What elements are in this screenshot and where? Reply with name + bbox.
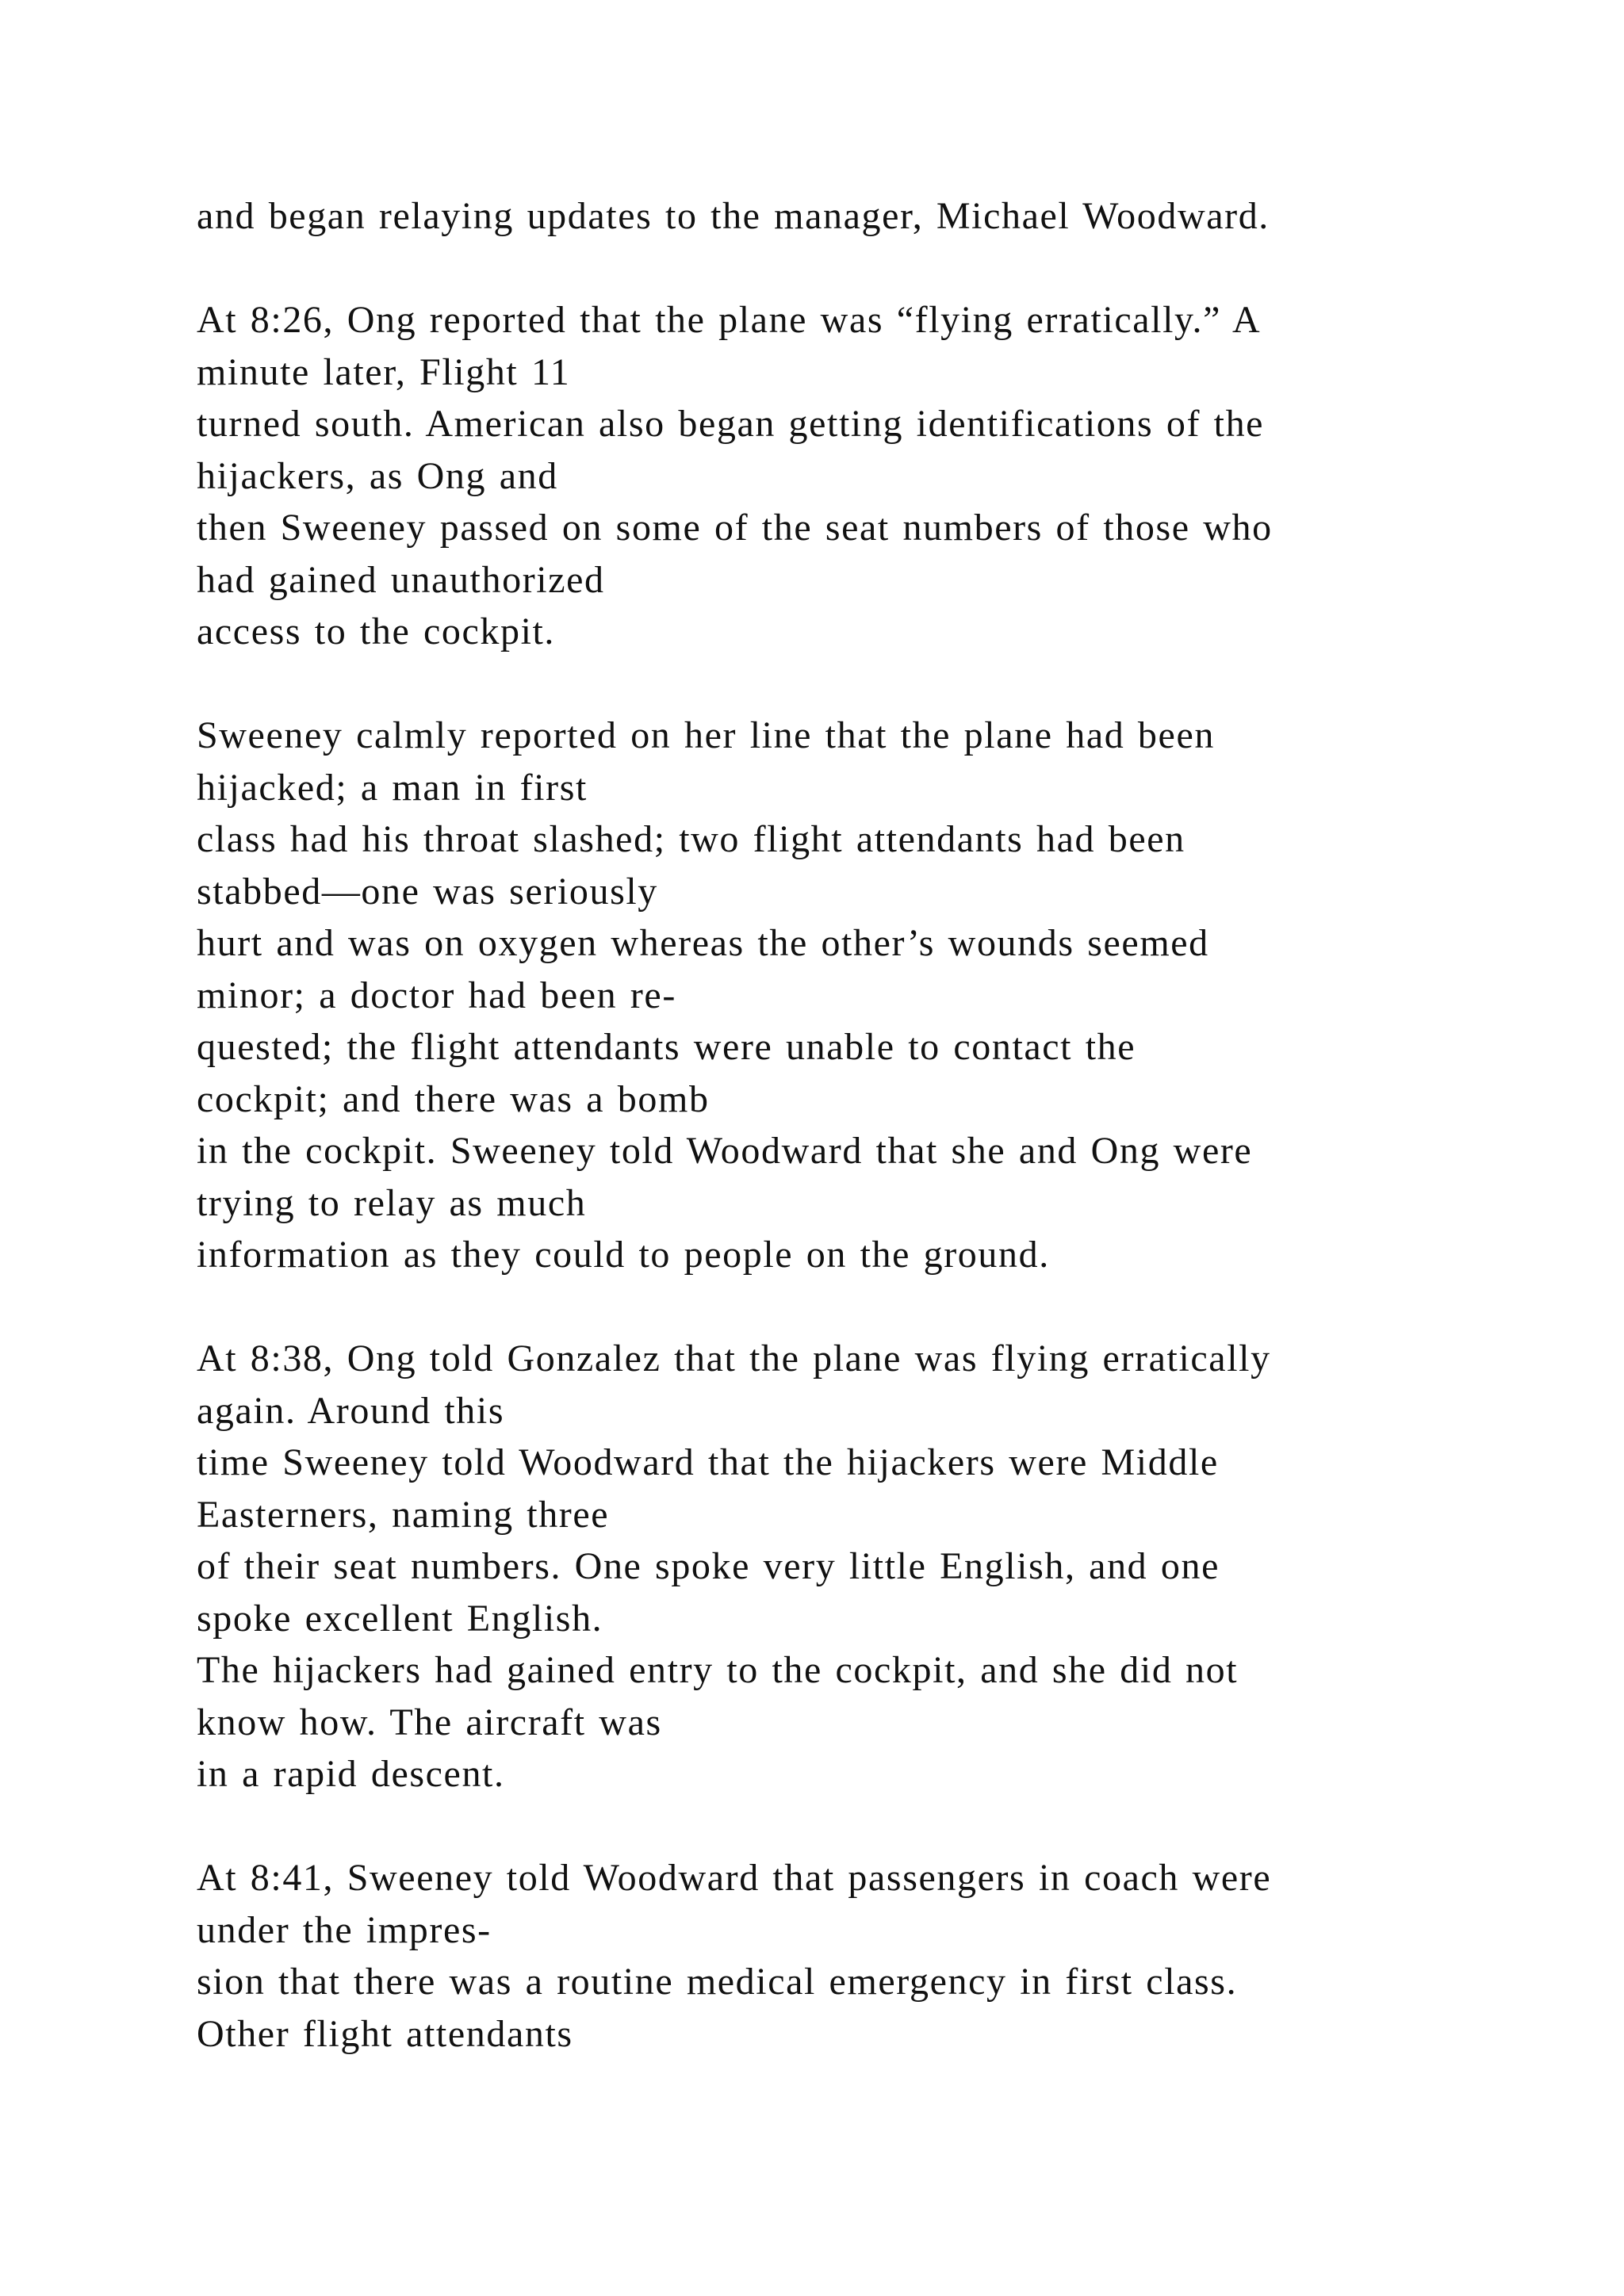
text-line: trying to relay as much <box>197 1181 587 1224</box>
text-line: At 8:38, Ong told Gonzalez that the plane was flying erratically <box>197 1337 1271 1380</box>
text-line: class had his throat slashed; two flight attendants had been <box>197 818 1185 860</box>
paragraph-5 <box>197 1852 1545 2060</box>
text-line: had gained unauthorized <box>197 558 605 601</box>
text-line: time Sweeney told Woodward that the hijackers were Middle <box>197 1441 1219 1483</box>
paragraph-2 <box>197 294 1545 658</box>
text-line: then Sweeney passed on some of the seat numbers of those who <box>197 507 1273 549</box>
text-line: cockpit; and there was a bomb <box>197 1077 710 1120</box>
text-line: minor; a doctor had been re- <box>197 974 676 1016</box>
document-body <box>197 190 1545 2060</box>
paragraph-1 <box>197 190 1545 243</box>
paragraph-3 <box>197 710 1545 1281</box>
text-line: in a rapid descent. <box>197 1753 505 1795</box>
text-line: Sweeney calmly reported on her line that the plane had been <box>197 714 1215 756</box>
text-line: stabbed—one was seriously <box>197 870 658 913</box>
text-line: At 8:26, Ong reported that the plane was “flying erratically.” A <box>197 299 1262 341</box>
text-line: spoke excellent English. <box>197 1597 603 1640</box>
text-line: in the cockpit. Sweeney told Woodward that she and Ong were <box>197 1130 1253 1172</box>
text-line: under the impres- <box>197 1908 492 1951</box>
text-line: and began relaying updates to the manager, Michael Woodward. <box>197 195 1270 237</box>
text-line: Other flight attendants <box>197 2012 573 2055</box>
text-line: hijacked; a man in first <box>197 766 588 809</box>
text-line: information as they could to people on the ground. <box>197 1234 1050 1276</box>
text-line: quested; the flight attendants were unable to contact the <box>197 1026 1136 1068</box>
text-line: hijackers, as Ong and <box>197 454 558 497</box>
text-line: know how. The aircraft was <box>197 1701 662 1743</box>
text-line: minute later, Flight 11 <box>197 350 571 393</box>
text-line: turned south. American also began getting identifications of the <box>197 403 1265 445</box>
text-line: Easterners, naming three <box>197 1493 610 1536</box>
text-line: hurt and was on oxygen whereas the other’s wounds seemed <box>197 922 1209 964</box>
paragraph-4 <box>197 1333 1545 1800</box>
text-line: access to the cockpit. <box>197 610 556 652</box>
text-line: sion that there was a routine medical emergency in first class. <box>197 1961 1238 2003</box>
text-line: again. Around this <box>197 1389 505 1432</box>
text-line: The hijackers had gained entry to the cockpit, and she did not <box>197 1649 1239 1691</box>
text-line: At 8:41, Sweeney told Woodward that passengers in coach were <box>197 1857 1272 1899</box>
text-line: of their seat numbers. One spoke very little English, and one <box>197 1545 1220 1587</box>
